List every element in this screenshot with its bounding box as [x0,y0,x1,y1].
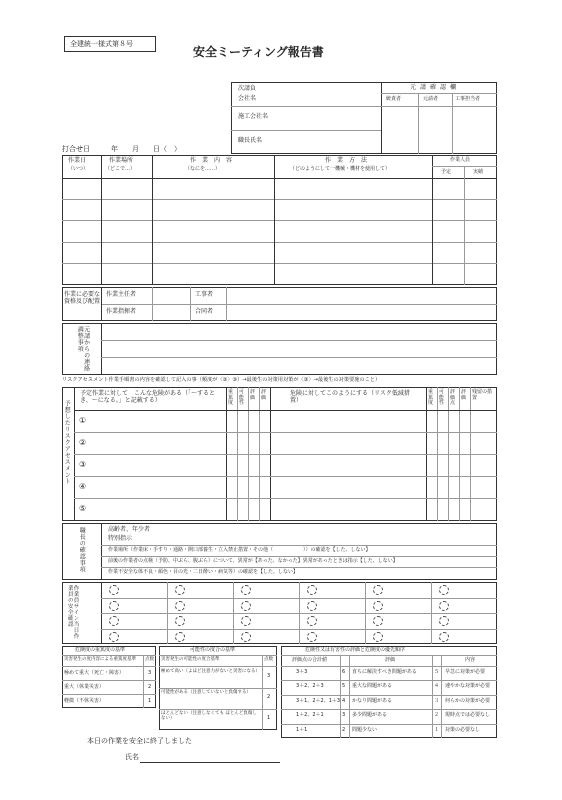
evaluation-sum: 3＋3 [296,669,308,675]
signature-check-circle[interactable] [175,585,185,595]
severity-row-1-pts: 3 [148,670,152,676]
evaluation-action: 現時点では必要なし [445,712,491,719]
evaluation-rank: ４ [434,683,440,690]
risk-row-4: ④ [79,482,87,491]
evaluation-row-divider [281,680,497,681]
evaluation-sum: 1＋1 [296,726,308,733]
signature-label: 作業員サイン当日作業員の安全確認 [66,585,79,639]
instruction-1: 高齢者、年少者 [108,526,151,533]
col-content-sub: （なにを……） [185,166,221,172]
signature-check-circle[interactable] [241,601,251,611]
risk-col-r2: 可能性 [439,389,445,406]
severity-row-3-pts: 1 [148,698,152,704]
page-title: 安全ミーティング報告書 [193,45,324,59]
col-workers-actual: 実績 [473,169,484,175]
evaluation-sum: 3＋1、2＋2、1＋3 [296,697,341,704]
severity-row-2-pts: 2 [148,684,152,690]
signature-check-circle[interactable] [109,616,119,626]
likelihood-title: 可能性の度合の基準 [190,647,236,653]
severity-row-2: 重大（休業災害） [64,684,105,690]
risk-col-r4: 評価 [461,389,467,401]
likelihood-header: 災害発生の可能性の度合基準 [161,657,220,662]
signature-name-label: 氏名 [125,753,139,761]
evaluation-header-2: 評価 [385,657,396,663]
confirm-col-2: 元請者 [423,96,439,102]
signature-check-circle[interactable] [439,601,449,611]
risk-row-3: ③ [79,460,87,469]
qual-row-1: 作業主任者 [106,291,137,298]
evaluation-action: 対策の必要なし [445,726,481,733]
col-place-sub: （どこで…） [105,166,136,172]
evaluation-header-3: 内容 [465,657,476,663]
risk-col-l4: 評価 [261,389,267,401]
severity-header: 災害発生の度内容による重篤度基準 [64,657,136,662]
evaluation-row-divider [281,724,497,725]
col-workers: 作業人員 [450,157,471,163]
evaluation-action: 早急に対策が必要 [445,669,486,675]
signature-check-circle[interactable] [175,632,185,642]
likelihood-row-1-pts: 3 [267,673,271,679]
signature-check-circle[interactable] [307,616,317,626]
signature-check-circle[interactable] [241,616,251,626]
signature-check-circle[interactable] [307,585,317,595]
confirm-col-1: 統責者 [386,96,402,102]
evaluation-level: 重大な問題がある [352,683,393,690]
signature-check-circle[interactable] [373,616,383,626]
label-company: 会社名 [238,95,257,102]
risk-col-r5: 残留の措置 [472,389,493,401]
confirm-title: 元請確認欄 [410,84,461,91]
signature-check-circle[interactable] [109,601,119,611]
signature-check-circle[interactable] [175,601,185,611]
signature-row-divider [101,613,497,614]
col-workers-plan: 予定 [441,169,452,175]
signature-check-circle[interactable] [373,585,383,595]
severity-title: 危険度の重篤度の基準 [75,647,126,653]
signature-check-circle[interactable] [373,632,383,642]
signature-check-circle[interactable] [307,632,317,642]
risk-head-left: 予定作業に対して こんな危険がある（「～すると き、～になる。」と記載する） [80,390,216,404]
signature-check-circle[interactable] [109,585,119,595]
risk-col-l1: 重篤度 [228,389,234,406]
col-place: 作業場所 [109,157,134,164]
risk-col-l3: 評価 [250,389,256,401]
qual-row-2: 作業指揮者 [106,308,137,315]
signature-check-circle[interactable] [439,616,449,626]
evaluation-score: 3 [342,712,346,719]
signature-check-circle[interactable] [241,585,251,595]
evaluation-score: 5 [342,683,346,690]
form-number: 全建統一様式第８号 [70,40,133,48]
col-method-sub: （どのようにして一機械・機材を使用して） [290,166,391,172]
meeting-date: 打合せ日 年 月 日（ ） [62,145,181,153]
likelihood-row-1: 極めて高い（よほど注意力がないと災害になる） [161,669,260,674]
evaluation-rank: ３ [434,697,440,704]
signature-check-circle[interactable] [373,601,383,611]
evaluation-header-1: 評価点の合計値 [292,657,328,663]
evaluation-row-divider [281,695,497,696]
risk-note: リスクアセスメント作業手順書の内容を確認して記入の事（頻度が〈③〉③）→最後生の対策用対策が〈③〉→最後生の対策要施のこと） [62,377,381,383]
instruction-2: 特別指示 [108,535,133,542]
signature-name-line [140,762,280,763]
signature-check-circle[interactable] [241,632,251,642]
contact-box [62,323,497,375]
col-content: 作業内容 [190,157,239,164]
risk-col-r3: 評価点 [450,389,456,406]
severity-row-1: 極めて重大（死亡・障害） [64,670,125,676]
evaluation-level: 多少問題がある [352,712,388,719]
evaluation-action: 速やかな対策が必要 [445,683,491,690]
label-contractor: 施工会社名 [238,113,269,120]
risk-head-right: 危険に対してこのようにする（リスク低減措置） [290,390,410,404]
qual-role-2: 合同者 [195,308,214,315]
signature-check-circle[interactable] [439,585,449,595]
evaluation-score: 2 [342,726,346,733]
instructions-label: 職長の確認事項 [78,527,86,573]
completion-statement: 本日の作業を安全に終了しました [87,737,192,745]
risk-row-5: ⑤ [79,504,87,513]
evaluation-level: かなり問題がある [352,697,393,704]
evaluation-sum: 1＋2、2＋1 [296,712,324,719]
label-foreman: 職長氏名 [238,137,263,144]
severity-row-3: 軽微（不休災害） [64,698,105,704]
evaluation-rank: １ [434,726,440,733]
signature-row-divider [101,629,497,630]
severity-header-pts: 点数 [145,657,154,662]
evaluation-rank: ２ [434,712,440,719]
evaluation-level: 問題少ない [352,726,378,733]
instruction-4: 前後の作業者の点検（予防、中ぶら、腹ぶら）について、異常が【あった、なかった】異常があったときは指示【した、しない】 [108,558,398,564]
risk-row-1: ① [79,416,87,425]
evaluation-score: 4 [342,697,346,704]
label-subcontract: 次請負 [238,85,257,92]
instruction-3: 作業場所（作業床・手すり・通路・開口部養生・立入禁止措置・その他（ ））の確認を【した、しない】 [108,547,371,553]
signature-check-circle[interactable] [175,616,185,626]
evaluation-action: 何らかの対策が必要 [445,697,491,704]
evaluation-rank: ５ [434,669,440,675]
risk-side-label: 予想したリスクアセスメント [63,400,71,485]
likelihood-header-pts: 点数 [264,657,273,662]
likelihood-row-2-pts: 2 [267,694,271,700]
col-method: 作業方法 [325,157,374,164]
likelihood-row-2: 可能性がある（注意していないと負傷する） [161,690,251,695]
signature-row-divider [101,598,497,599]
contact-label: 元請からの連絡調整事項 [76,326,90,372]
instruction-5: 作業不安全な体不良・顔色・目の光・二日酔い・病気等）の確認を【した、しない】 [108,569,299,575]
evaluation-title: 危険性又は有害性の評価と危険度の優先順序 [305,647,406,653]
likelihood-row-3: ほとんどない（注意しなくても ほとんど負傷しない） [161,711,257,721]
evaluation-row-divider [281,709,497,710]
evaluation-score: 6 [342,669,346,675]
confirm-col-3: 工事担当者 [455,96,481,102]
risk-row-2: ② [79,438,87,447]
col-date-sub: （いつ） [68,166,89,172]
risk-col-r1: 重篤度 [428,389,434,406]
qualification-label: 作業に必要な資格及び配置 [64,291,101,305]
qual-role-1: 工事者 [195,291,214,298]
likelihood-row-3-pts: 1 [267,715,271,721]
signature-check-circle[interactable] [307,601,317,611]
evaluation-level: 直ちに解決すべき問題がある [352,669,417,675]
risk-col-l2: 可能性 [239,389,245,406]
evaluation-sum: 3＋2、2＋3 [296,683,324,690]
col-date: 作業日 [68,157,87,164]
signature-check-circle[interactable] [109,632,119,642]
signature-check-circle[interactable] [439,632,449,642]
